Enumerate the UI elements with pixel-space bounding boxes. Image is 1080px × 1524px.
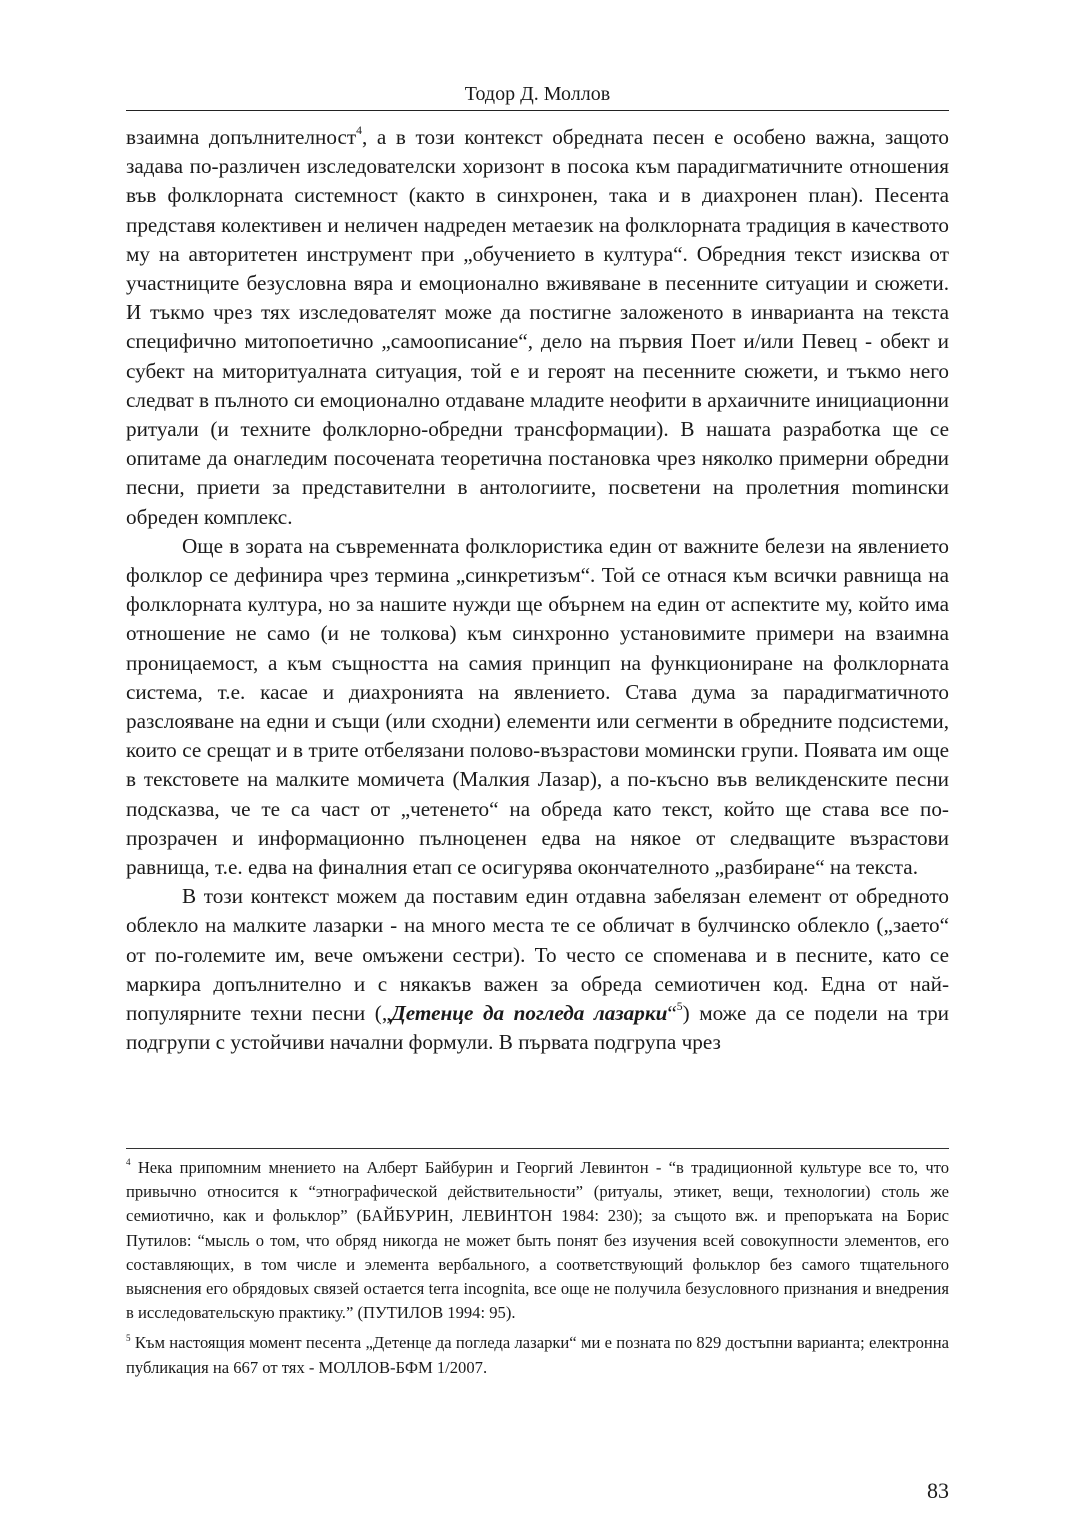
footnote-5 [126, 1331, 949, 1379]
paragraph-3-text-a: В този контекст можем да поставим един отдавна забелязан елемент от обредното облекло на малките лазарки - на много места те се обличат в булчинско облекло („заето“ от по-големите им, вече омъжени сестри). То често се споменава и в песните, като се маркира допълнително и с някакъв важен за обреда семиотичен код. Една от най-популярните техни песни („ [126, 884, 949, 1026]
paragraph-1-text-b: , а в този контекст обредната песен е особено важна, защото задава по-различен изследователски хоризонт в посока към парадигматичните отношения във фолклорната системност (както в синхронен, така и в диахронен план). Песента представя колективен и неличен надреден метаезик на фолклорната традиция в качеството му на авторитетен инструмент при „обучението в култура“. Обредния текст изисква от участниците безусловна вяра и емоционално вживяване в песенните ситуации и сюжети. И тъкмо чрез тях изследователят може да постигне заложеното в инварианта на текста специфично митопоетично „самоописание“, дело на първия Поет и/или Певец - обект и субект на миторитуалната ситуация, той е и героят на песенните сюжети, и тъкмо него следват в пълното си емоционално отдаване младите неофити в архаичните инициационни ритуали (и техните фолклорно-обредни трансформации). В нашата разработка ще се опитаме да онагледим посочената теоретична постановка чрез няколко примерни обредни песни, приети за представителни в антологиите, посветени на пролетния momински обреден комплекс. [126, 125, 949, 529]
footnote-ref-5: 5 [676, 1000, 683, 1014]
footnote-5-text: Към настоящия момент песента „Детенце да погледа лазарки“ ми е позната по 829 достъпни варианта; електронна публикация на 667 от тях - МОЛЛОВ-БФМ 1/2007. [126, 1333, 949, 1377]
running-title: Тодор Д. Моллов [464, 83, 611, 105]
footnote-separator [126, 1148, 949, 1149]
footnote-4-number: 4 [126, 1157, 131, 1168]
paragraph-2: Още в зората на съвременната фолклористика един от важните белези на явлението фолклор се дефинира чрез термина „синкретизъм“. Той се отнася към всички равнища на фолклорната култура, но за нашите нужди ще обърнем на един от аспектите му, който има отношение не само (и не толкова) към синхронно установимите примери на взаимна проницаемост, а към същността на самия принцип на функциониране на фолклорната система, т.е. касае и диахронията на явлението. Става дума за парадигматичното разслояване на едни и същи (или сходни) елементи или сегменти в обредните подсистеми, които се срещат и в трите отбелязани полово-възрастови момински групи. Появата им още в текстовете на малките момичета (Малкия Лазар), а по-късно във великденските песни подсказва, че те са част от „четенето“ на обреда като текст, който ще става все по-прозрачен и информационно пълноценен едва на някое от следващите възрастови равнища, т.е. едва на финалния етап се осигурява окончателното „разбиране“ на текста. [126, 533, 949, 880]
song-title: Детенце да погледа лазарки [391, 1001, 668, 1026]
running-header [126, 80, 949, 111]
footnote-ref-4: 4 [356, 124, 362, 138]
paragraph-1 [126, 123, 949, 532]
paragraph-3 [126, 882, 949, 1057]
footnote-4 [126, 1156, 949, 1325]
main-text [126, 123, 949, 1058]
paragraph-1-text-a: взаимна допълнителност [126, 125, 357, 149]
page-number: 83 [927, 1478, 949, 1503]
closing-quote: “ [667, 1001, 677, 1026]
paragraph-3-text-d: ) може да се подели на три подгрупи с устойчиви начални формули. В първата подгрупа чрез [126, 1001, 949, 1055]
footnotes [126, 1156, 949, 1386]
footnote-4-text: Нека припомним мнението на Алберт Байбурин и Георгий Левинтон - “в традиционной культуре все то, что привычно относится к “этнографической действительности” (ритуалы, этикет, вещи, технологии) столь же семиотично, как и фольклор” (БАЙБУРИН, ЛЕВИНТОН 1984: 230); за същото вж. и препоръката на Борис Путилов: “мысль о том, что обряд никогда не может быть понят без изучения всей совокупности элементов, его составляющих, в том числе и элемента вербального, а соответствующий фольклор без самого тщательного выяснения его обрядовых связей остается terra incognita, все още не получила безусловного признания и внедрения в исследовательскую практику.” (ПУТИЛОВ 1994: 95). [126, 1158, 949, 1323]
footnote-5-number: 5 [126, 1332, 131, 1343]
